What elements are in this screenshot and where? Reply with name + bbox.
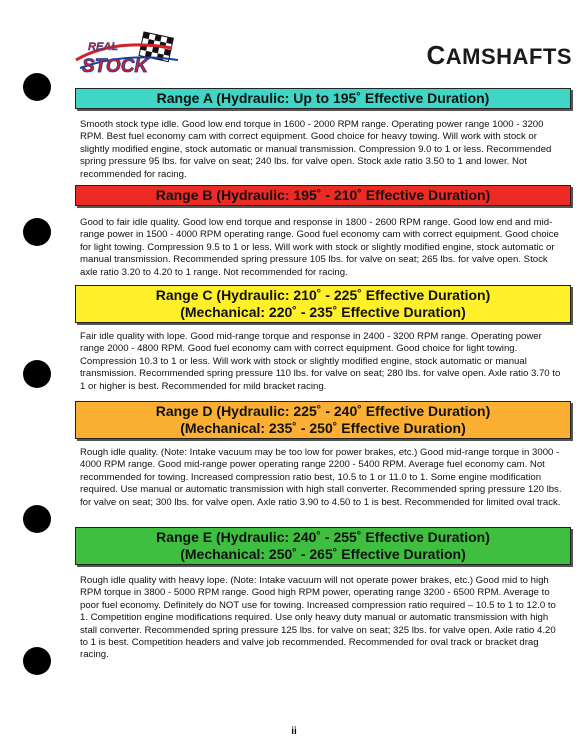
range-e-description: Rough idle quality with heavy lope. (Note: Intake vacuum will not operate power brakes, etc.) Good mid to high RPM torque in 3800 - 5000 RPM range. Good high RPM power, operating range 3200 - 6500 RPM. Average to poor fuel economy. Definitely do NOT use for towing. Increased compression ratio required – 10.5 to 1 to 12.0 to 1. Competition engine modifications required. Use only heavy duty manual or automatic transmission with high stall converter. Recommended spring pressure 125 lbs. for valve on seat; 325 lbs. for valve open. Axle ratio 4.20 to 1 is best. Competition headers and valve job recommended. Recommended for oval track or bracket drag racing. bbox=[80, 575, 556, 661]
page-title-initial: C bbox=[426, 40, 446, 70]
range-d-heading-mechanical: (Mechanical: 235˚ - 250˚ Effective Duration) bbox=[180, 420, 466, 436]
range-e-heading-mechanical: (Mechanical: 250˚ - 265˚ Effective Duration) bbox=[180, 546, 466, 562]
range-b-description: Good to fair idle quality. Good low end torque and response in 1800 - 2600 RPM range. Good low end and mid-range power in 1500 - 4000 RPM operating range. Good fuel economy cam with correct equipment. Good choice for light towing. Compression 9.5 to 1 or less. Will work with stock or slightly modified engine, stock automatic or manual transmission. Recommended spring pressure 105 lbs. for valve on seat; 265 lbs. for valve open. Stock axle ratio 3.20 to 4.20 to 1 range. Not recommended for racing. bbox=[80, 217, 559, 278]
brand-logo bbox=[74, 30, 186, 78]
range-a-heading: Range A (Hydraulic: Up to 195˚ Effective Duration) bbox=[156, 90, 490, 106]
range-b-heading: Range B (Hydraulic: 195˚ - 210˚ Effective Duration) bbox=[155, 187, 491, 203]
range-e-heading-hydraulic: Range E (Hydraulic: 240˚ - 255˚ Effective Duration) bbox=[156, 529, 490, 545]
page-title bbox=[427, 40, 573, 71]
range-c-description: Fair idle quality with lope. Good mid-range torque and response in 2400 - 3200 RPM range. Operating power range 2000 - 4800 RPM. Good fuel economy cam with correct equipment. Good choice for light towing. Compression 10.3 to 1 or less. Will work with stock or slightly modified engine, stock automatic or manual transmission. Recommended spring pressure 110 lbs. for valve on seat; 280 lbs. for valve open. Axle ratio 3.70 to 1 or higher is best. Recommended for mild bracket racing. bbox=[80, 331, 561, 392]
range-d-description: Rough idle quality. (Note: Intake vacuum may be too low for power brakes, etc.) Good mid-range torque in 3000 - 4000 RPM range. Good mid-range power operating range 2200 - 5400 RPM. Average fuel economy cam. Not recommended for towing. Increased compression ratio best, 10.5 to 1 or 11.0 to 1. Some engine modification required. Use manual or automatic transmission with high stall converter. Recommended spring pressure 120 lbs. for valve on seat; 300 lbs. for valve open. Axle ratio 3.90 to 4.50 to 1 is best. Recommended for limited oval track. bbox=[80, 447, 562, 508]
binder-hole bbox=[23, 360, 51, 388]
range-d-banner bbox=[75, 401, 571, 439]
range-a-description: Smooth stock type idle. Good low end torque in 1600 - 2000 RPM range. Operating power range 1000 - 3200 RPM. Best fuel economy cam with correct equipment. Good choice for heavy towing. Will work with stock or slightly modified engine, stock automatic or manual transmission. Compression 9.0 to 1 or less. Recommended spring pressure 95 lbs. for valve on seat; 240 lbs. for valve open. Stock axle ratio 3.50 to 1 and lower. Not recommended for racing. bbox=[80, 119, 552, 180]
range-b-banner bbox=[75, 185, 571, 206]
range-d-heading-hydraulic: Range D (Hydraulic: 225˚ - 240˚ Effective Duration) bbox=[155, 403, 491, 419]
binder-hole bbox=[23, 647, 51, 675]
range-e-banner bbox=[75, 527, 571, 565]
page-title-rest: AMSHAFTS bbox=[445, 44, 572, 69]
binder-hole bbox=[23, 73, 51, 101]
binder-hole bbox=[23, 505, 51, 533]
logo-line1: REAL bbox=[88, 41, 118, 53]
range-a-banner bbox=[75, 88, 571, 109]
binder-hole bbox=[23, 218, 51, 246]
range-c-heading-hydraulic: Range C (Hydraulic: 210˚ - 225˚ Effective Duration) bbox=[155, 287, 491, 303]
range-c-banner bbox=[75, 285, 571, 323]
range-c-heading-mechanical: (Mechanical: 220˚ - 235˚ Effective Duration) bbox=[180, 304, 466, 320]
checkered-flag-icon bbox=[74, 30, 186, 78]
logo-line2: STOCK bbox=[82, 56, 149, 77]
page-number: ii bbox=[291, 726, 297, 737]
